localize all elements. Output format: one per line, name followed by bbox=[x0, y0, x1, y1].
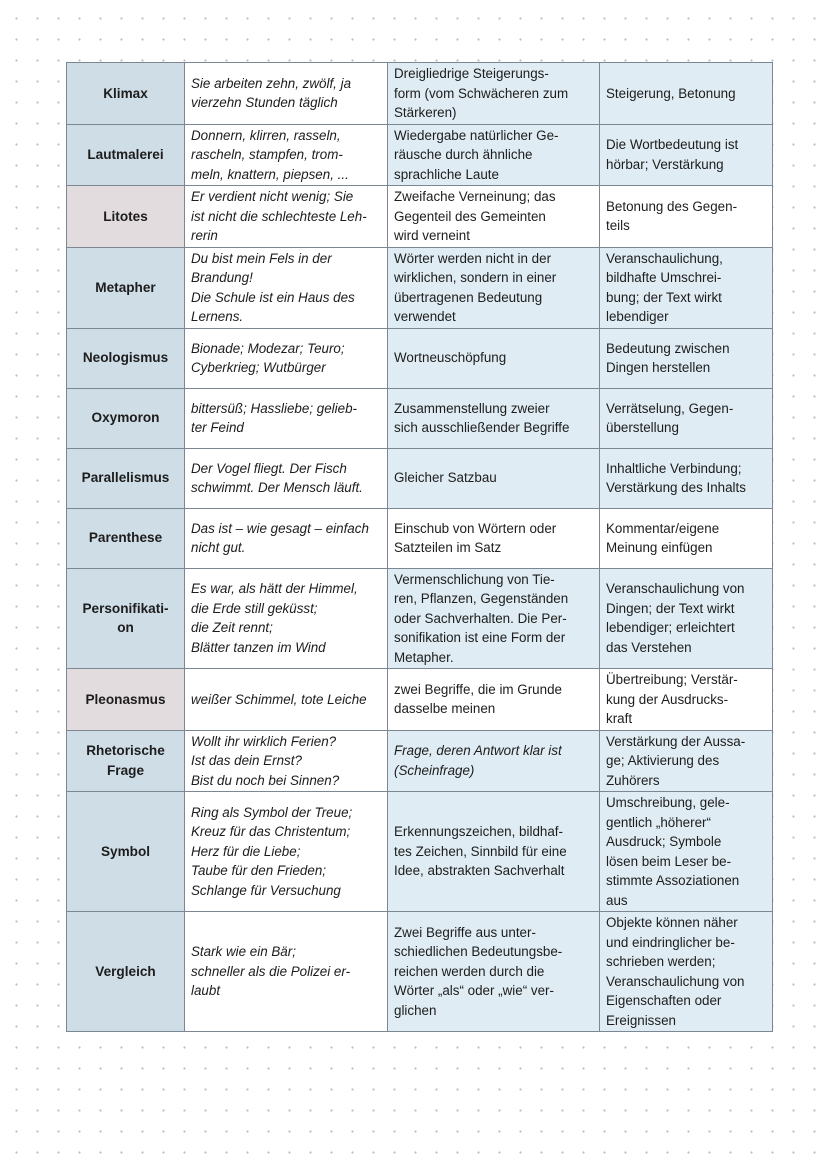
definition-text: Vermenschlichung von Tie- ren, Pflanzen, Gegenständen oder Sachverhalten. Die Per- sonifikation ist eine Form der Metapher. bbox=[394, 571, 569, 665]
definition-cell bbox=[388, 508, 600, 568]
example-text: Der Vogel fliegt. Der Fisch schwimmt. Der Mensch läuft. bbox=[191, 460, 363, 495]
example-text: Donnern, klirren, rasseln, rascheln, stampfen, trom- meln, knattern, piepsen, ... bbox=[191, 127, 349, 182]
example-text: Es war, als hätt der Himmel, die Erde still geküsst; die Zeit rennt; Blätter tanzen im Wind bbox=[191, 581, 358, 655]
term-cell bbox=[67, 730, 185, 792]
term-cell bbox=[67, 568, 185, 669]
definition-text: Wortneuschöpfung bbox=[394, 350, 507, 366]
table-row bbox=[67, 568, 773, 669]
term-cell bbox=[67, 912, 185, 1032]
table-row bbox=[67, 63, 773, 125]
term-cell bbox=[67, 448, 185, 508]
effect-cell bbox=[600, 669, 773, 731]
effect-text: Verstärkung der Aussa- ge; Aktivierung des Zuhörers bbox=[606, 733, 746, 788]
effect-cell bbox=[600, 247, 773, 328]
effect-text: Inhaltliche Verbindung; Verstärkung des Inhalts bbox=[606, 460, 746, 495]
effect-cell bbox=[600, 124, 773, 186]
definition-text: Einschub von Wörtern oder Satzteilen im Satz bbox=[394, 520, 557, 555]
definition-text: Zweifache Verneinung; das Gegenteil des Gemeinten wird verneint bbox=[394, 189, 556, 243]
table-row bbox=[67, 508, 773, 568]
example-text: Du bist mein Fels in der Brandung! Die Schule ist ein Haus des Lernens. bbox=[191, 250, 355, 324]
term-text: Lautmalerei bbox=[87, 147, 164, 162]
term-text: Klimax bbox=[103, 85, 148, 101]
definition-text: Dreigliedrige Steigerungs- form (vom Schwächeren zum Stärkeren) bbox=[394, 66, 569, 120]
effect-cell bbox=[600, 448, 773, 508]
table-row bbox=[67, 186, 773, 248]
term-text: Personifikati- on bbox=[82, 600, 169, 636]
term-cell bbox=[67, 508, 185, 568]
effect-cell bbox=[600, 186, 773, 248]
example-text: Ring als Symbol der Treue; Kreuz für das Christentum; Herz für die Liebe; Taube für den Frieden; Schlange für Versuchung bbox=[191, 804, 353, 898]
definition-cell bbox=[388, 730, 600, 792]
definition-text: Gleicher Satzbau bbox=[394, 470, 497, 486]
term-cell bbox=[67, 328, 185, 388]
example-cell bbox=[185, 730, 388, 792]
table-row bbox=[67, 792, 773, 912]
example-text: bittersüß; Hassliebe; gelieb- ter Feind bbox=[191, 400, 357, 435]
term-cell bbox=[67, 247, 185, 328]
term-text: Litotes bbox=[103, 208, 148, 224]
term-cell bbox=[67, 388, 185, 448]
effect-text: Kommentar/eigene Meinung einfügen bbox=[606, 520, 720, 555]
example-text: Stark wie ein Bär; schneller als die Polizei er- laubt bbox=[191, 944, 351, 999]
definition-text: Wörter werden nicht in der wirklichen, sondern in einer übertragenen Bedeutung verwendet bbox=[394, 250, 557, 324]
table-row bbox=[67, 328, 773, 388]
definition-cell bbox=[388, 186, 600, 248]
effect-cell bbox=[600, 730, 773, 792]
definition-cell bbox=[388, 388, 600, 448]
effect-cell bbox=[600, 792, 773, 912]
effect-text: Veranschaulichung, bildhafte Umschrei- bung; der Text wirkt lebendiger bbox=[606, 250, 723, 324]
effect-cell bbox=[600, 568, 773, 669]
definition-cell bbox=[388, 124, 600, 186]
effect-cell bbox=[600, 912, 773, 1032]
definition-cell bbox=[388, 247, 600, 328]
effect-cell bbox=[600, 63, 773, 125]
definition-text: Zusammenstellung zweier sich ausschließender Begriffe bbox=[394, 400, 570, 435]
example-cell bbox=[185, 63, 388, 125]
term-cell bbox=[67, 124, 185, 186]
effect-text: Verrätselung, Gegen- überstellung bbox=[606, 400, 734, 435]
definition-cell bbox=[388, 328, 600, 388]
effect-cell bbox=[600, 508, 773, 568]
example-cell bbox=[185, 912, 388, 1032]
term-text: Pleonasmus bbox=[85, 691, 166, 707]
effect-text: Bedeutung zwischen Dingen herstellen bbox=[606, 340, 730, 375]
effect-text: Veranschaulichung von Dingen; der Text wirkt lebendiger; erleichtert das Verstehen bbox=[606, 581, 745, 655]
effect-text: Die Wortbedeutung ist hörbar; Verstärkung bbox=[606, 137, 739, 172]
example-cell bbox=[185, 124, 388, 186]
table-row bbox=[67, 124, 773, 186]
example-cell bbox=[185, 669, 388, 731]
example-cell bbox=[185, 247, 388, 328]
example-text: weißer Schimmel, tote Leiche bbox=[191, 691, 367, 707]
definition-text: Wiedergabe natürlicher Ge- räusche durch ähnliche sprachliche Laute bbox=[394, 127, 559, 182]
term-text: Parallelismus bbox=[81, 470, 170, 486]
stilmittel-table bbox=[66, 62, 773, 1032]
definition-cell bbox=[388, 792, 600, 912]
definition-text: Erkennungszeichen, bildhaf- tes Zeichen, Sinnbild für eine Idee, abstrakten Sachverhalt bbox=[394, 824, 567, 879]
term-cell bbox=[67, 63, 185, 125]
effect-cell bbox=[600, 328, 773, 388]
table-row bbox=[67, 247, 773, 328]
definition-cell bbox=[388, 448, 600, 508]
term-text: Metapher bbox=[95, 279, 156, 295]
term-text: Oxymoron bbox=[91, 410, 160, 426]
effect-text: Betonung des Gegen- teils bbox=[606, 198, 738, 234]
example-cell bbox=[185, 186, 388, 248]
table-row bbox=[67, 448, 773, 508]
example-text: Bionade; Modezar; Teuro; Cyberkrieg; Wutbürger bbox=[191, 340, 345, 375]
term-cell bbox=[67, 669, 185, 731]
table-row bbox=[67, 388, 773, 448]
example-text: Er verdient nicht wenig; Sie ist nicht die schlechteste Leh- rerin bbox=[191, 189, 367, 243]
example-cell bbox=[185, 448, 388, 508]
term-text: Rhetorische Frage bbox=[86, 743, 165, 778]
example-text: Das ist – wie gesagt – einfach nicht gut. bbox=[191, 520, 369, 555]
example-cell bbox=[185, 328, 388, 388]
term-text: Vergleich bbox=[95, 963, 156, 979]
term-text: Symbol bbox=[100, 843, 151, 859]
example-cell bbox=[185, 508, 388, 568]
definition-text: zwei Begriffe, die im Grunde dasselbe meinen bbox=[394, 681, 562, 717]
table-row bbox=[67, 912, 773, 1032]
effect-text: Übertreibung; Verstär- kung der Ausdrucks- kraft bbox=[606, 672, 738, 726]
effect-text: Objekte können näher und eindringlicher be- schrieben werden; Veranschaulichung von Eigenschaften oder Ereignissen bbox=[606, 915, 745, 1028]
definition-cell bbox=[388, 912, 600, 1032]
table-row bbox=[67, 669, 773, 731]
term-cell bbox=[67, 792, 185, 912]
example-cell bbox=[185, 792, 388, 912]
example-text: Wollt ihr wirklich Ferien? Ist das dein Ernst? Bist du noch bei Sinnen? bbox=[191, 733, 340, 788]
definition-cell bbox=[388, 63, 600, 125]
stilmittel-sheet bbox=[66, 62, 772, 1032]
definition-text: Frage, deren Antwort klar ist (Scheinfrage) bbox=[394, 743, 562, 778]
example-text: Sie arbeiten zehn, zwölf, ja vierzehn Stunden täglich bbox=[191, 75, 352, 111]
term-text: Parenthese bbox=[88, 530, 163, 546]
example-cell bbox=[185, 388, 388, 448]
table-row bbox=[67, 730, 773, 792]
term-text: Neologismus bbox=[82, 350, 169, 366]
effect-text: Umschreibung, gele- gentlich „höherer“ Ausdruck; Symbole lösen beim Leser be- stimmte Assoziationen aus bbox=[606, 795, 740, 908]
definition-text: Zwei Begriffe aus unter- schiedlichen Bedeutungsbe- reichen werden durch die Wörter „als“ oder „wie“ ver- glichen bbox=[394, 924, 563, 1018]
definition-cell bbox=[388, 669, 600, 731]
example-cell bbox=[185, 568, 388, 669]
term-cell bbox=[67, 186, 185, 248]
definition-cell bbox=[388, 568, 600, 669]
effect-cell bbox=[600, 388, 773, 448]
effect-text: Steigerung, Betonung bbox=[606, 85, 736, 101]
